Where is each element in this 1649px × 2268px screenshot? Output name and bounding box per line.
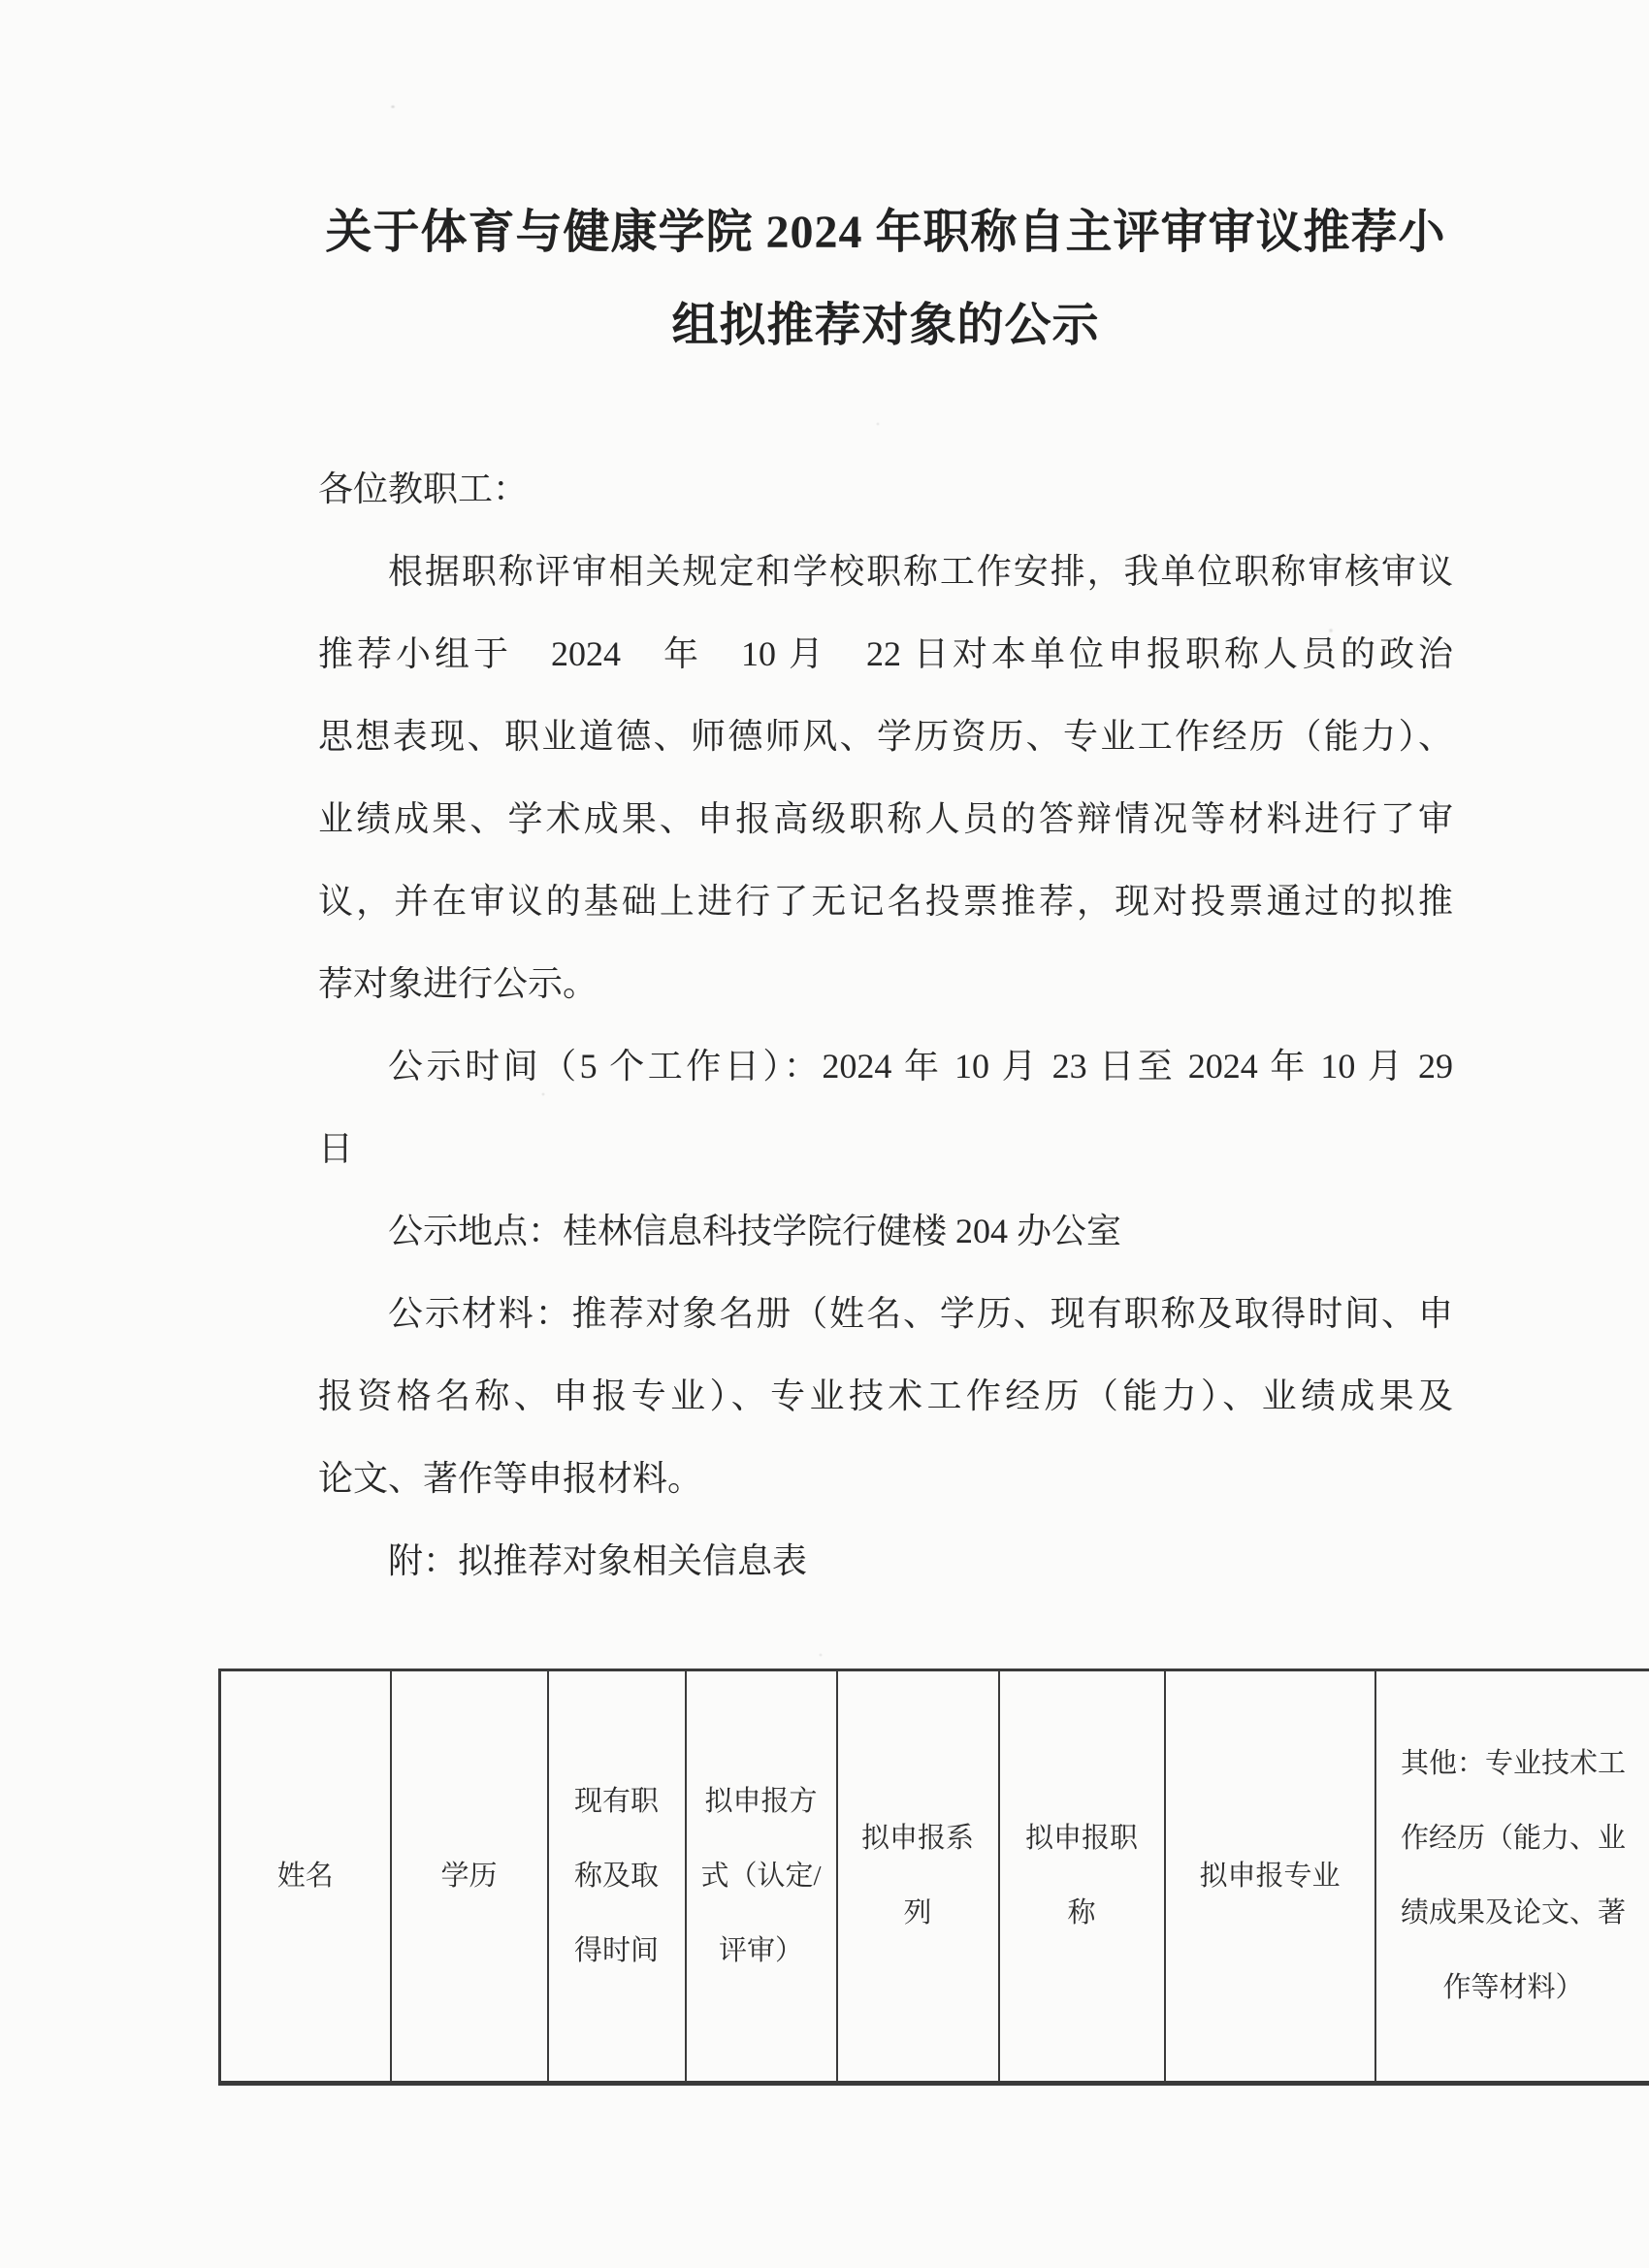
- body-line: 公示材料：推荐对象名册（姓名、学历、现有职称及取得时间、申: [388, 1294, 1453, 1333]
- body-line: 公示地点：桂林信息科技学院行健楼 204 办公室: [388, 1212, 1122, 1250]
- body-line: 议，并在审议的基础上进行了无记名投票推荐，现对投票通过的拟推: [318, 882, 1453, 921]
- body-line: 论文、著作等申报材料。: [318, 1459, 703, 1498]
- attachment-table: [218, 1669, 1649, 2086]
- body-line: 根据职称评审相关规定和学校职称工作安排，我单位职称审核审议: [388, 552, 1453, 591]
- table-header-cell-education: 学历: [391, 1670, 548, 2084]
- body-line: 荐对象进行公示。: [318, 964, 598, 1003]
- body-line: 推荐小组于 2024 年 10 月 22 日对本单位申报职称人员的政治: [318, 634, 1453, 673]
- body-line: 思想表现、职业道德、师德师风、学历资历、专业工作经历（能力）、: [318, 717, 1453, 756]
- body-line: 日: [318, 1129, 354, 1168]
- document-title-line: 组拟推荐对象的公示: [671, 300, 1100, 351]
- attachment-table-container: [218, 1669, 1649, 2086]
- document-title-line: 关于体育与健康学院 2024 年职称自主评审审议推荐小: [325, 207, 1446, 258]
- table-header-cell-current-title: 现有职称及取得时间: [548, 1670, 686, 2084]
- paragraph: [318, 1273, 1453, 1520]
- paragraph: [318, 531, 1453, 1025]
- table-header-cell-apply-title: 拟申报职称: [999, 1670, 1165, 2084]
- table-header-cell-name: 姓名: [220, 1670, 391, 2084]
- paragraph: [318, 1520, 1453, 1603]
- table-header-cell-apply-method: 拟申报方式（认定/评审）: [686, 1670, 837, 2084]
- body-line: 公示时间（5 个工作日）：2024 年 10 月 23 日至 2024 年 10 月 29: [388, 1047, 1453, 1085]
- table-header-cell-apply-major: 拟申报专业: [1165, 1670, 1375, 2084]
- document-content: [318, 186, 1453, 1603]
- paragraph: [318, 1025, 1453, 1190]
- greeting-line: 各位教职工：: [318, 470, 529, 508]
- table-header-row: [220, 1670, 1649, 2084]
- table-header-cell-apply-series: 拟申报系列: [837, 1670, 999, 2084]
- document-body: [318, 448, 1453, 1603]
- attachment-note-line: 附：拟推荐对象相关信息表: [388, 1541, 808, 1580]
- document-title: [318, 186, 1453, 373]
- body-line: 报资格名称、申报专业）、专业技术工作经历（能力）、业绩成果及: [318, 1377, 1453, 1415]
- table-header-cell-other-materials: 其他：专业技术工作经历（能力、业绩成果及论文、著作等材料）: [1375, 1670, 1649, 2084]
- paragraph: [318, 1190, 1453, 1273]
- body-line: 业绩成果、学术成果、申报高级职称人员的答辩情况等材料进行了审: [318, 799, 1453, 838]
